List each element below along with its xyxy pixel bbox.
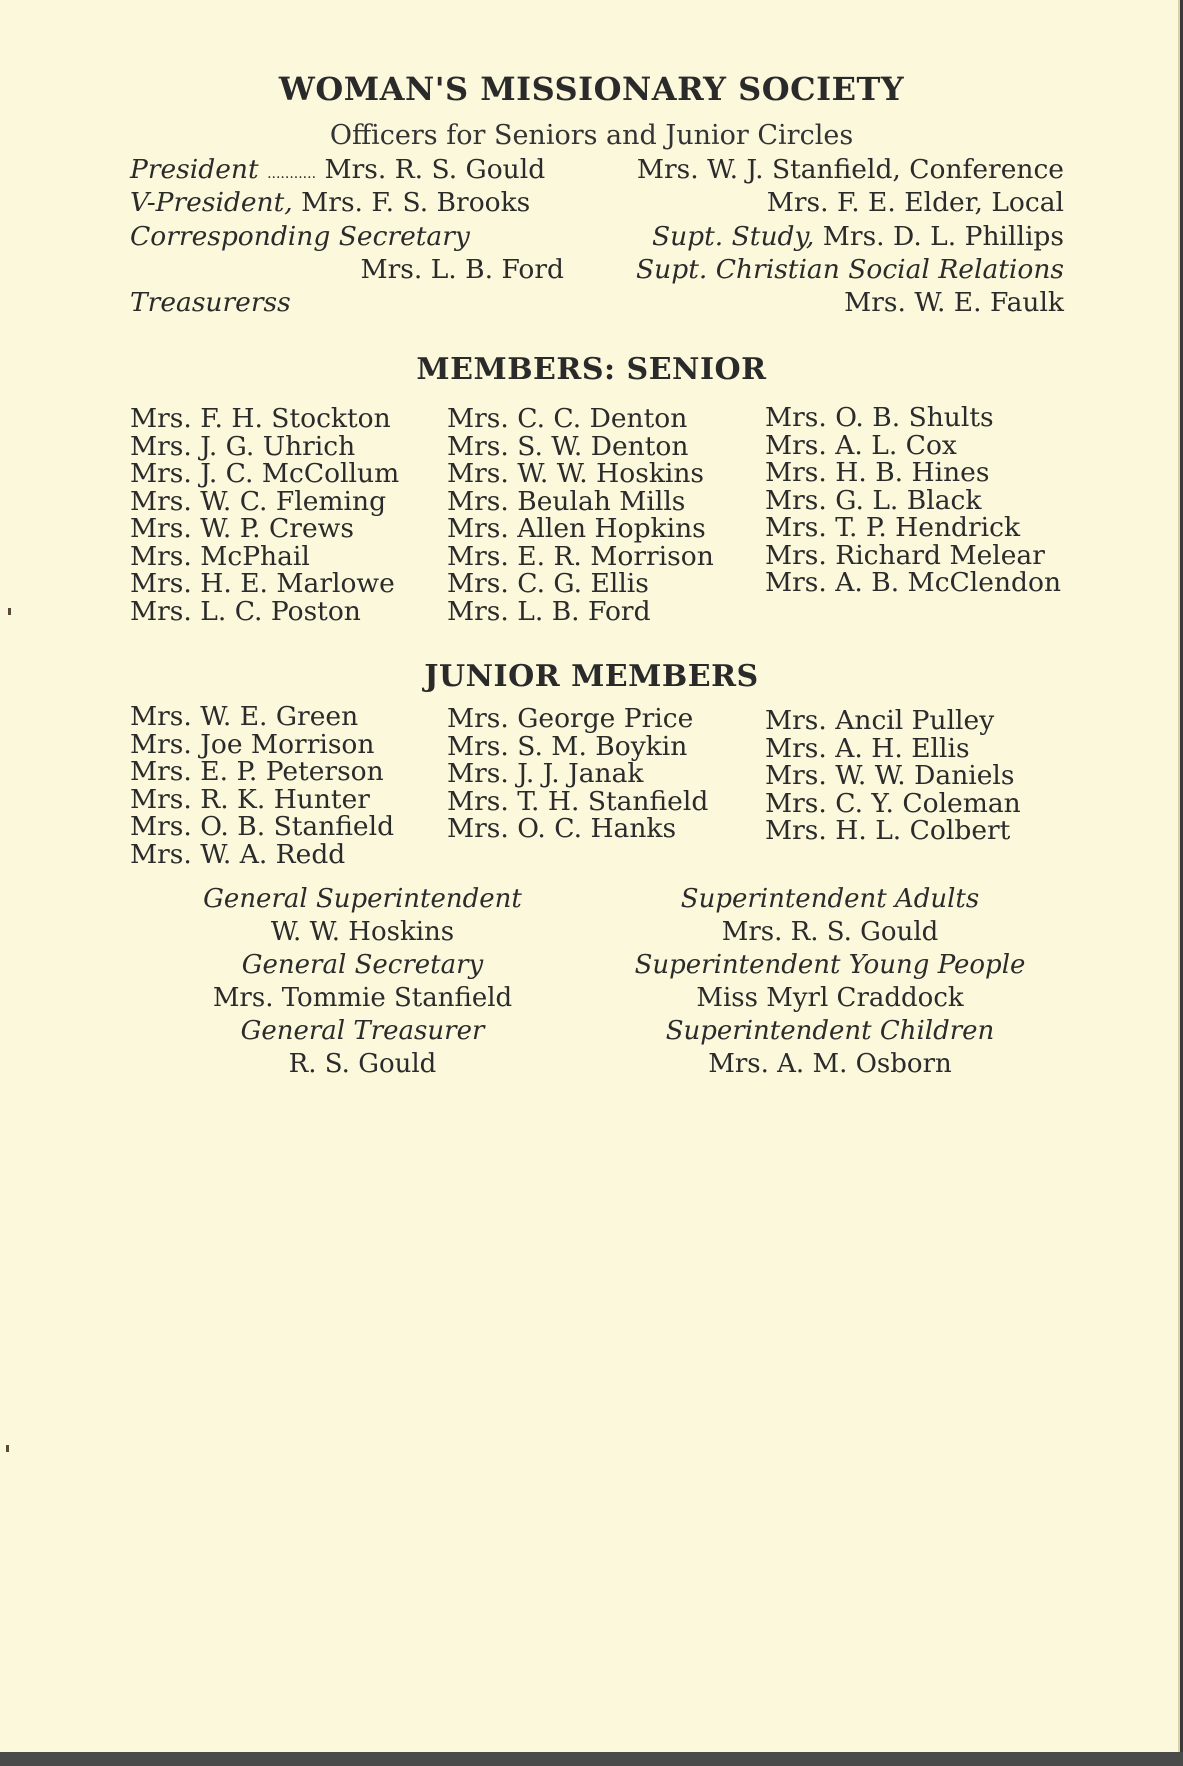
list-item: Mrs. S. M. Boykin — [447, 730, 688, 762]
list-item: Mrs. Joe Morrison — [130, 728, 375, 760]
conference-officer: Mrs. W. J. Stanfield, Conference — [636, 154, 1064, 185]
list-item: Mrs. W. C. Fleming — [130, 485, 387, 517]
corresponding-secretary-name: Mrs. L. B. Ford — [360, 254, 564, 285]
officer-name: W. W. Hoskins — [270, 917, 455, 947]
list-item: Mrs. A. L. Cox — [765, 429, 957, 461]
list-item: Mrs. C. Y. Coleman — [765, 787, 1021, 819]
list-item: Mrs. C. C. Denton — [447, 403, 688, 434]
list-item: Mrs. R. K. Hunter — [130, 783, 370, 815]
scan-background-strip — [0, 1752, 1183, 1766]
list-item: Mrs. McPhail — [130, 540, 310, 572]
officer-name: Mrs. Tommie Stanfield — [212, 983, 513, 1013]
list-item: Mrs. G. L. Black — [765, 484, 982, 516]
page-subtitle: Officers for Seniors and Junior Circles — [329, 120, 854, 151]
study-name: Mrs. D. L. Phillips — [822, 221, 1064, 252]
list-item: Mrs. L. C. Poston — [130, 595, 361, 627]
officer-name: Mrs. A. M. Osborn — [708, 1049, 952, 1079]
president-name: Mrs. R. S. Gould — [324, 154, 546, 185]
officer-title: Superintendent Young People — [634, 950, 1026, 980]
list-item: Mrs. A. B. McClendon — [765, 567, 1062, 598]
list-item: Mrs. S. W. Denton — [447, 430, 689, 462]
list-item: Mrs. J. G. Uhrich — [130, 430, 356, 462]
binding-mark — [6, 1445, 9, 1452]
list-item: Mrs. Beulah Mills — [447, 485, 686, 517]
list-item: Mrs. J. C. McCollum — [130, 458, 400, 489]
officer-title: General Superintendent — [203, 884, 522, 914]
list-item: Mrs. H. L. Colbert — [765, 815, 1011, 846]
president-row — [130, 154, 564, 185]
list-item: Mrs. A. H. Ellis — [765, 732, 970, 764]
list-item: Mrs. W. P. Crews — [130, 513, 354, 544]
treasurer-label: Treasurerss — [130, 287, 291, 318]
vice-president-label: V-President, — [130, 187, 293, 218]
list-item: Mrs. O. C. Hanks — [447, 813, 677, 844]
list-item: Mrs. O. B. Shults — [765, 402, 994, 433]
senior-column-3 — [765, 404, 1061, 597]
officer-name: R. S. Gould — [288, 1049, 437, 1079]
list-item: Mrs. H. B. Hines — [765, 457, 990, 488]
list-item: Mrs. T. P. Hendrick — [765, 512, 1021, 543]
list-item: Mrs. O. B. Stanfield — [130, 811, 395, 842]
junior-column-1 — [130, 703, 394, 868]
officer-title: Superintendent Children — [665, 1016, 995, 1046]
junior-column-2 — [447, 705, 708, 843]
senior-members-heading: MEMBERS: SENIOR — [416, 352, 767, 387]
list-item: Mrs. W. W. Hoskins — [447, 458, 705, 489]
list-item: Mrs. E. R. Morrison — [447, 540, 714, 572]
vice-president-name: Mrs. F. S. Brooks — [301, 187, 531, 218]
officer-name: Mrs. R. S. Gould — [721, 917, 939, 947]
list-item: Mrs. W. E. Green — [130, 701, 359, 732]
study-label: Supt. Study, — [651, 221, 815, 252]
list-item: Mrs. H. E. Marlowe — [130, 568, 395, 599]
list-item: Mrs. Ancil Pulley — [765, 705, 995, 736]
list-item: Mrs. F. H. Stockton — [130, 403, 391, 434]
page-title: WOMAN'S MISSIONARY SOCIETY — [278, 70, 905, 108]
vice-president-row — [130, 187, 564, 218]
junior-members-heading: JUNIOR MEMBERS — [424, 659, 759, 694]
president-dots: ........... — [267, 166, 317, 182]
senior-column-2 — [447, 405, 714, 625]
president-label: President — [130, 154, 259, 185]
list-item: Mrs. E. P. Peterson — [130, 756, 384, 787]
list-item: Mrs. Allen Hopkins — [447, 513, 706, 544]
social-relations-label: Supt. Christian Social Relations — [636, 254, 1064, 285]
binding-mark — [8, 608, 11, 615]
superintendents-left — [160, 883, 565, 1081]
officer-title: General Treasurer — [240, 1016, 485, 1046]
list-item: Mrs. L. B. Ford — [447, 595, 651, 627]
social-relations-name: Mrs. W. E. Faulk — [844, 287, 1064, 318]
superintendents-right — [610, 883, 1050, 1081]
list-item: Mrs. George Price — [447, 703, 694, 734]
list-item: Mrs. J. J. Janak — [447, 758, 644, 789]
officer-title: General Secretary — [241, 950, 484, 980]
corresponding-secretary-label: Corresponding Secretary — [130, 221, 470, 252]
study-officer-row — [600, 221, 1064, 252]
list-item: Mrs. W. W. Daniels — [765, 760, 1015, 791]
list-item: Mrs. T. H. Stanfield — [447, 785, 709, 817]
list-item: Mrs. W. A. Redd — [130, 838, 346, 870]
officer-name: Miss Myrl Craddock — [696, 983, 964, 1013]
list-item: Mrs. C. G. Ellis — [447, 568, 649, 599]
senior-column-1 — [130, 405, 399, 625]
local-officer: Mrs. F. E. Elder, Local — [766, 187, 1064, 218]
junior-column-3 — [765, 707, 1021, 845]
list-item: Mrs. Richard Melear — [765, 539, 1045, 571]
officer-title: Superintendent Adults — [680, 884, 980, 914]
